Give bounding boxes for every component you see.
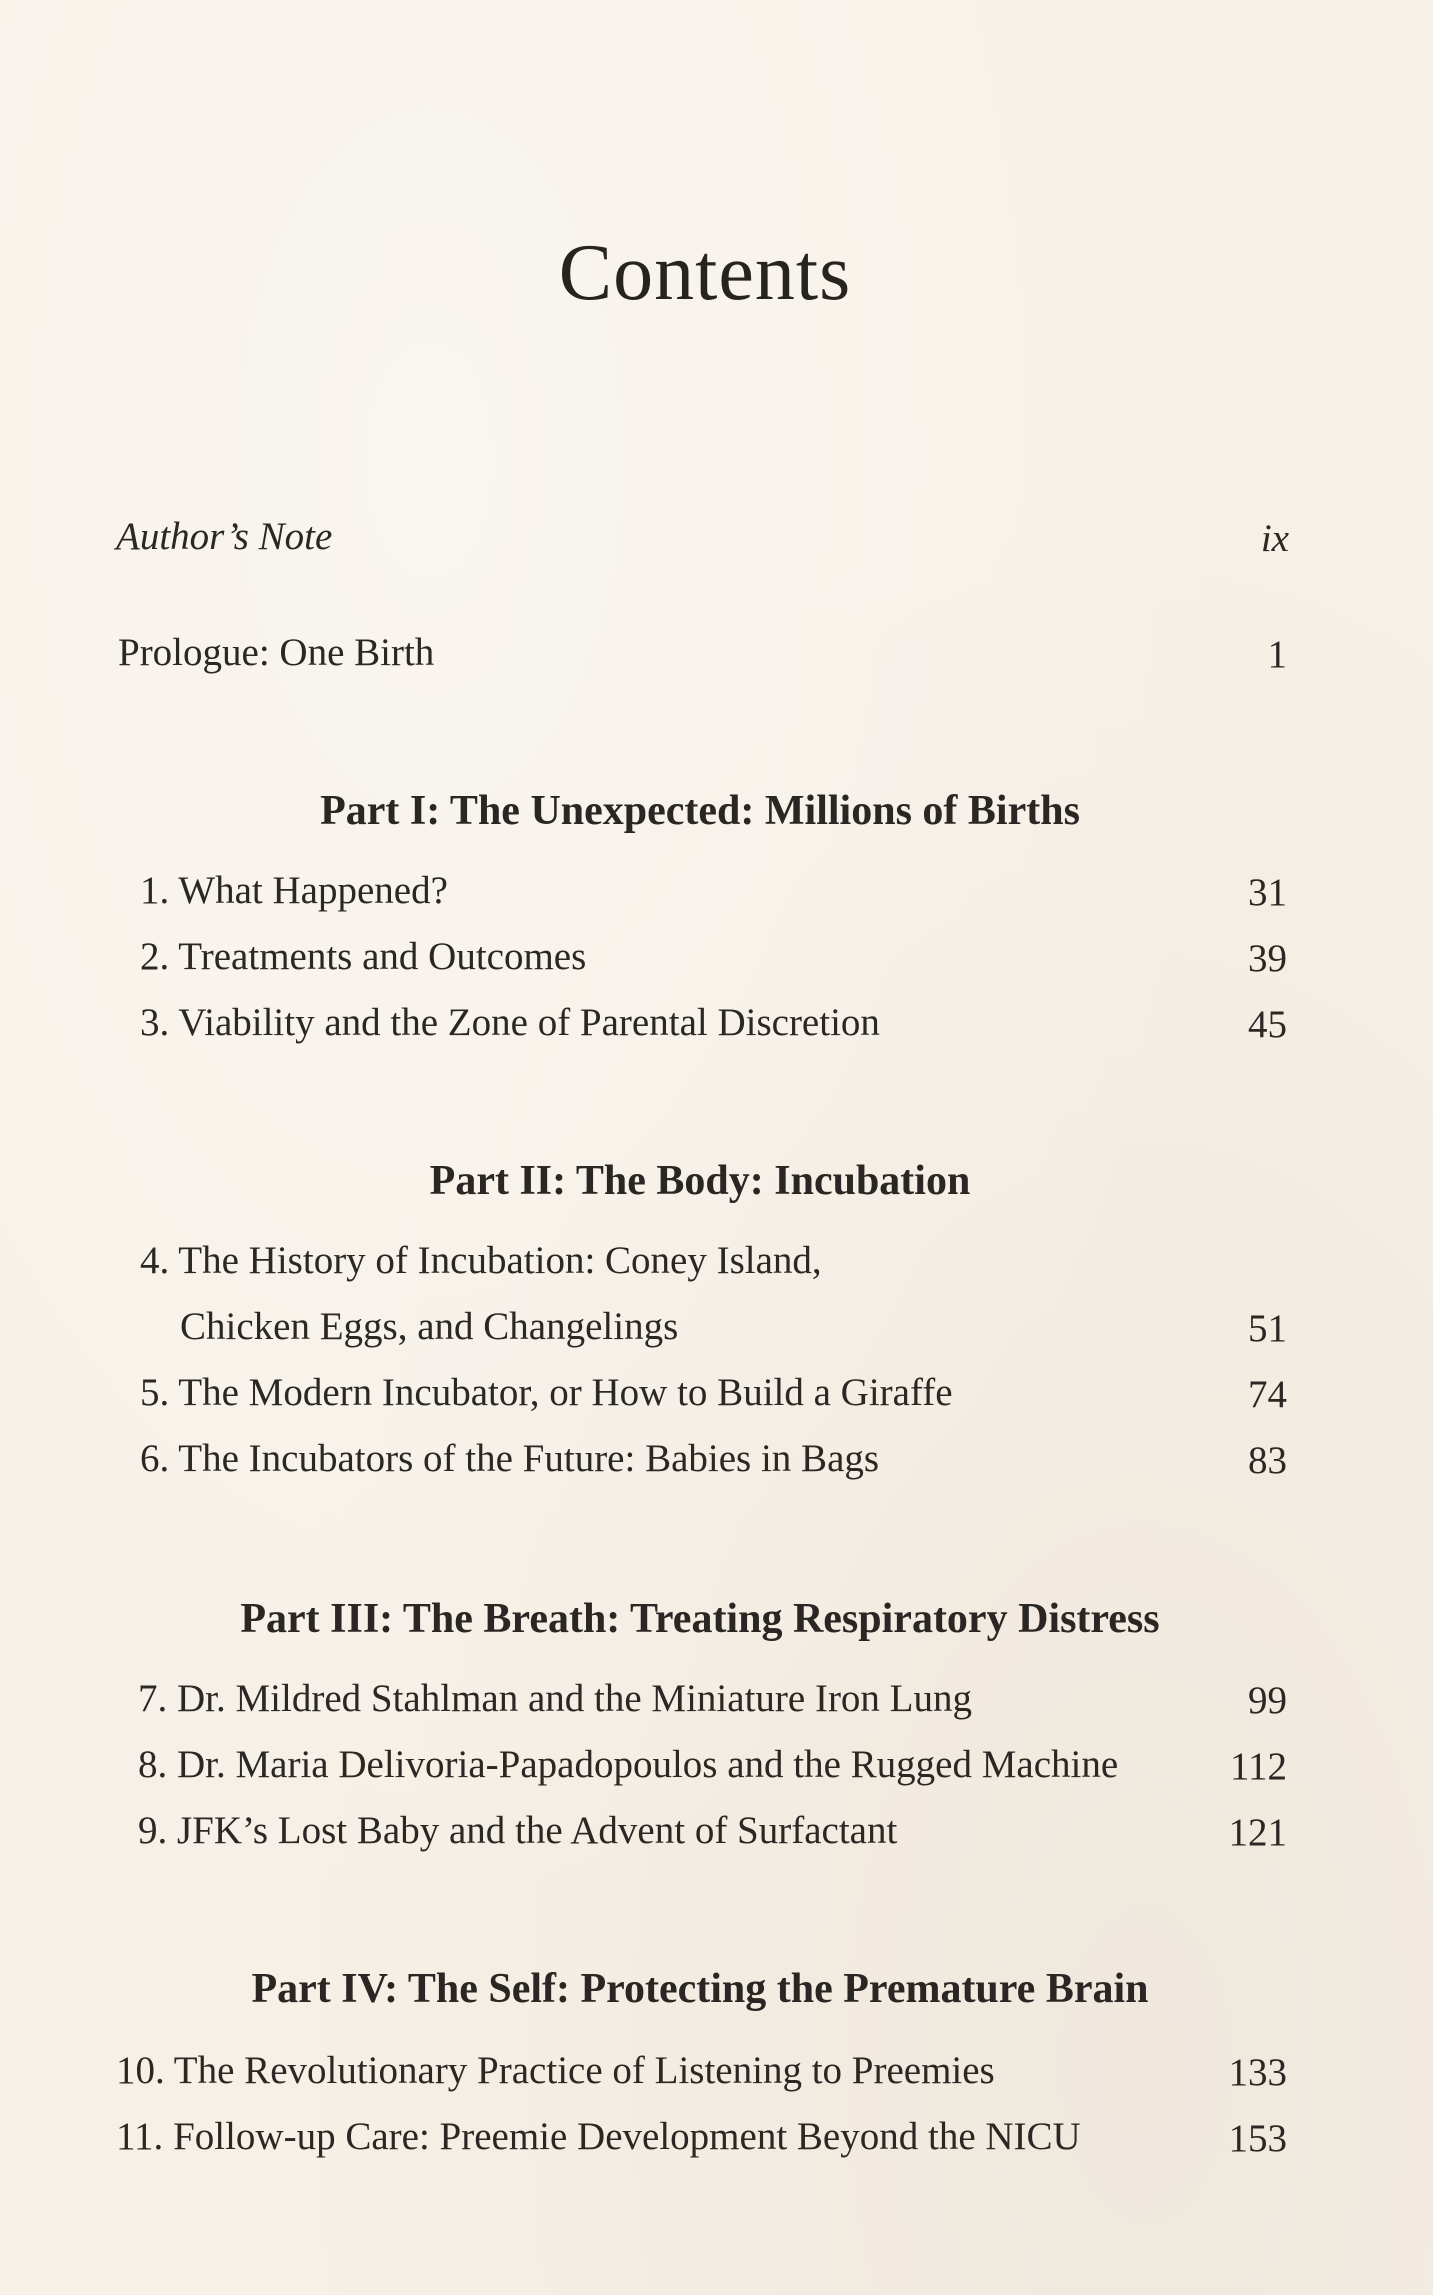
chapter-title: What Happened? xyxy=(178,869,448,912)
chapter-title: Dr. Mildred Stahlman and the Miniature Iron Lung xyxy=(177,1677,973,1720)
chapter-title: Viability and the Zone of Parental Discretion xyxy=(178,1001,880,1044)
toc-entry-chapter xyxy=(140,1436,879,1482)
toc-entry-chapter xyxy=(138,1742,1118,1788)
toc-entry-chapter xyxy=(138,1808,897,1854)
chapter-number: 2. xyxy=(140,935,170,978)
toc-entry-label: Prologue: One Birth xyxy=(118,631,435,674)
toc-page-number: 1 xyxy=(1267,633,1287,676)
toc-entry-chapter-continued xyxy=(180,1304,678,1350)
toc-entry-chapter xyxy=(140,868,448,914)
part-heading: Part IV: The Self: Protecting the Premature Brain xyxy=(251,1966,1149,2012)
chapter-number: 5. xyxy=(140,1371,170,1414)
toc-entry-chapter xyxy=(140,1238,822,1284)
toc-entry-chapter xyxy=(116,2114,1081,2160)
chapter-number: 6. xyxy=(140,1437,170,1480)
toc-page-number: 51 xyxy=(1248,1307,1287,1350)
toc-entry-chapter xyxy=(140,1370,953,1416)
toc-entry-chapter xyxy=(116,2048,995,2094)
chapter-number: 1. xyxy=(140,869,170,912)
toc-entry-chapter xyxy=(140,934,586,980)
toc-entry-chapter xyxy=(138,1676,972,1722)
chapter-title-continued: Chicken Eggs, and Changelings xyxy=(180,1305,679,1348)
chapter-title: JFK’s Lost Baby and the Advent of Surfactant xyxy=(177,1809,898,1852)
toc-page-number: 83 xyxy=(1248,1439,1287,1482)
toc-entry-chapter xyxy=(140,1000,880,1046)
page-title: Contents xyxy=(558,229,852,317)
toc-page-number: ix xyxy=(1260,517,1289,560)
chapter-title: The Modern Incubator, or How to Build a Giraffe xyxy=(178,1371,953,1414)
toc-page-number: 99 xyxy=(1248,1679,1287,1722)
chapter-number: 11. xyxy=(116,2115,164,2158)
toc-entry-prologue xyxy=(118,630,434,676)
chapter-number: 7. xyxy=(138,1677,168,1720)
toc-page-number: 45 xyxy=(1248,1003,1287,1046)
chapter-title: Treatments and Outcomes xyxy=(178,935,587,978)
chapter-title: The History of Incubation: Coney Island, xyxy=(178,1239,822,1282)
toc-page-number: 31 xyxy=(1248,871,1287,914)
chapter-title: Follow-up Care: Preemie Development Beyond the NICU xyxy=(173,2115,1081,2158)
toc-entry-authors-note xyxy=(116,514,332,560)
toc-page-number: 121 xyxy=(1228,1811,1287,1854)
part-heading: Part I: The Unexpected: Millions of Births xyxy=(320,788,1080,834)
chapter-title: Dr. Maria Delivoria-Papadopoulos and the Rugged Machine xyxy=(177,1743,1119,1786)
chapter-number: 10. xyxy=(116,2049,165,2092)
chapter-title: The Revolutionary Practice of Listening to Preemies xyxy=(173,2049,995,2092)
chapter-number: 4. xyxy=(140,1239,170,1282)
toc-page-number: 39 xyxy=(1248,937,1287,980)
toc-page-number: 112 xyxy=(1229,1745,1287,1788)
part-heading: Part II: The Body: Incubation xyxy=(429,1158,971,1204)
toc-entry-label: Author’s Note xyxy=(116,515,333,558)
toc-page-number: 153 xyxy=(1228,2117,1287,2160)
toc-page-number: 74 xyxy=(1248,1373,1287,1416)
chapter-number: 3. xyxy=(140,1001,170,1044)
part-heading: Part III: The Breath: Treating Respiratory Distress xyxy=(240,1596,1160,1642)
chapter-number: 9. xyxy=(138,1809,168,1852)
chapter-number: 8. xyxy=(138,1743,168,1786)
toc-page-number: 133 xyxy=(1228,2051,1287,2094)
chapter-title: The Incubators of the Future: Babies in Bags xyxy=(178,1437,880,1480)
